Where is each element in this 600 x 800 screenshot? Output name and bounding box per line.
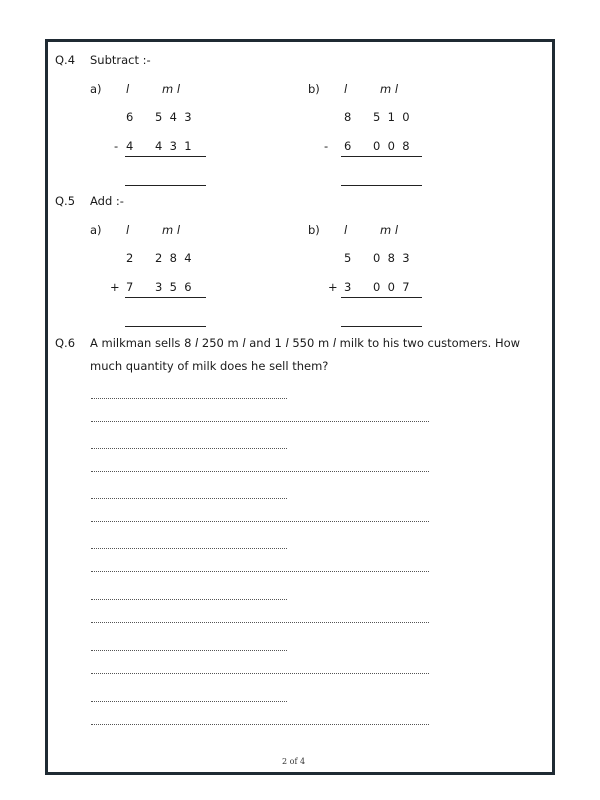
answer-line-long[interactable]	[91, 724, 429, 725]
q4-b-row1-l: 8	[344, 110, 352, 124]
q4-b-answer-rule	[341, 185, 422, 186]
q4-b-top-rule	[341, 156, 422, 157]
answer-line-long[interactable]	[91, 571, 429, 572]
q4-a-answer-rule	[125, 185, 206, 186]
answer-line-long[interactable]	[91, 622, 429, 623]
answer-line-short[interactable]	[91, 448, 287, 449]
q5-b-operator: +	[328, 280, 338, 294]
q4-a-row1-l: 6	[126, 110, 134, 124]
q4-b-row2-l: 6	[344, 139, 352, 153]
q5-a-row2-l: 7	[126, 280, 134, 294]
q4-a-operator: -	[114, 139, 119, 153]
q4-a-label: a)	[90, 82, 102, 96]
q4-b-row1-ml: 5 1 0	[373, 110, 410, 124]
answer-line-long[interactable]	[91, 521, 429, 522]
q5-b-row1-l: 5	[344, 251, 352, 265]
q4-b-label: b)	[308, 82, 320, 96]
page-number: 2 of 4	[282, 757, 306, 766]
q5-b-row2-ml: 0 0 7	[373, 280, 410, 294]
q4-b-row2-ml: 0 0 8	[373, 139, 410, 153]
page-border	[45, 39, 555, 775]
q4-a-unit-ml: m l	[162, 82, 181, 96]
q5-b-row2-l: 3	[344, 280, 352, 294]
q4-a-unit-l: l	[126, 82, 130, 96]
q4-a-top-rule	[125, 156, 206, 157]
q5-b-label: b)	[308, 223, 320, 237]
q5-a-row1-ml: 2 8 4	[155, 251, 192, 265]
q5-a-unit-l: l	[126, 223, 130, 237]
q5-b-answer-rule	[341, 326, 422, 327]
q4-a-row2-l: 4	[126, 139, 134, 153]
answer-line-short[interactable]	[91, 599, 287, 600]
q5-b-unit-l: l	[344, 223, 348, 237]
q5-a-label: a)	[90, 223, 102, 237]
q4-a-row1-ml: 5 4 3	[155, 110, 192, 124]
q5-b-top-rule	[341, 297, 422, 298]
q5-a-unit-ml: m l	[162, 223, 181, 237]
q4-b-unit-l: l	[344, 82, 348, 96]
q5-a-row2-ml: 3 5 6	[155, 280, 192, 294]
question-title-q5: Add :-	[90, 194, 124, 208]
q5-b-row1-ml: 0 8 3	[373, 251, 410, 265]
q5-a-top-rule	[125, 297, 206, 298]
q4-b-operator: -	[324, 139, 329, 153]
answer-line-short[interactable]	[91, 548, 287, 549]
answer-line-short[interactable]	[91, 398, 287, 399]
answer-line-long[interactable]	[91, 421, 429, 422]
question-number-q5: Q.5	[55, 194, 76, 208]
question-text-q6-line2: much quantity of milk does he sell them?	[90, 359, 329, 373]
question-number-q6: Q.6	[55, 336, 76, 350]
question-text-q6-line1: A milkman sells 8 l 250 m l and 1 l 550 m l milk to his two customers. How	[90, 336, 521, 350]
answer-line-short[interactable]	[91, 498, 287, 499]
q5-a-answer-rule	[125, 326, 206, 327]
q5-b-unit-ml: m l	[380, 223, 399, 237]
answer-line-long[interactable]	[91, 673, 429, 674]
answer-line-short[interactable]	[91, 701, 287, 702]
q4-b-unit-ml: m l	[380, 82, 399, 96]
question-title-q4: Subtract :-	[90, 53, 151, 67]
answer-line-short[interactable]	[91, 650, 287, 651]
answer-line-long[interactable]	[91, 471, 429, 472]
q4-a-row2-ml: 4 3 1	[155, 139, 192, 153]
q5-a-row1-l: 2	[126, 251, 134, 265]
question-number-q4: Q.4	[55, 53, 76, 67]
q5-a-operator: +	[110, 280, 120, 294]
